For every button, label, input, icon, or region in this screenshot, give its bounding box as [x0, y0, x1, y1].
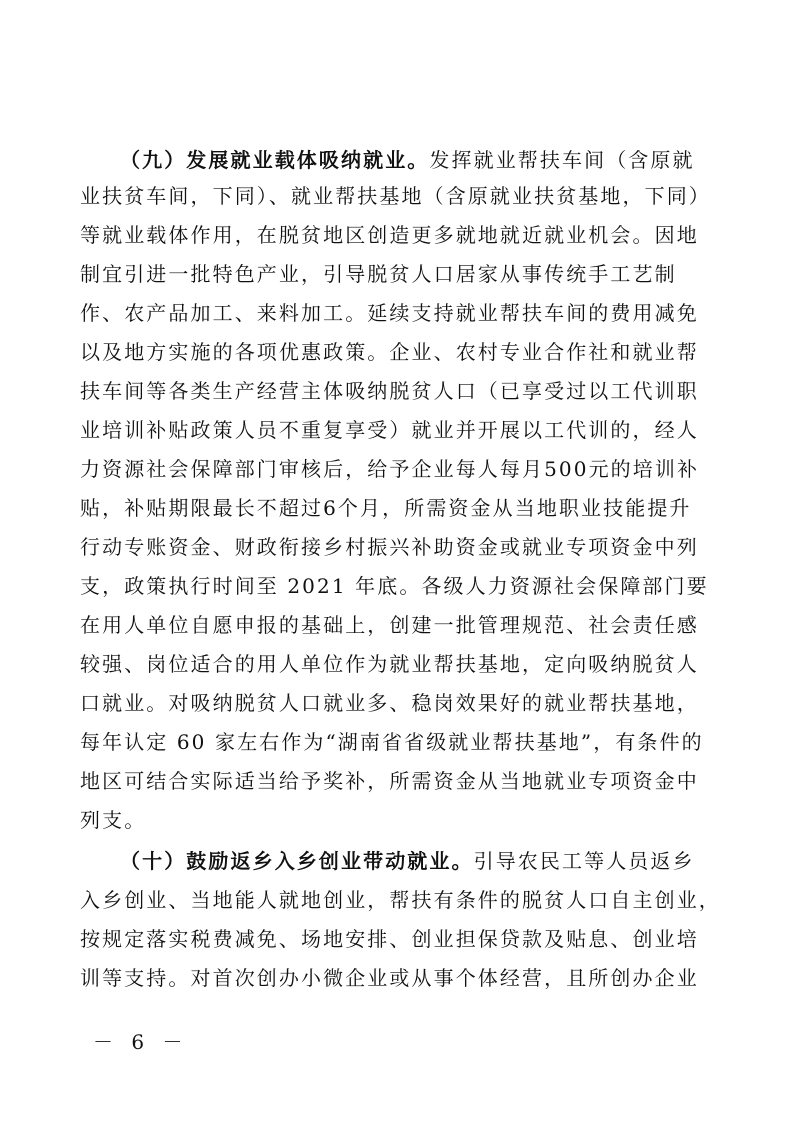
paragraph-9-line-3: 等就业载体作用，在脱贫地区创造更多就地就近就业机会。因地: [80, 223, 699, 247]
paragraph-10-line-4: 训等支持。对首次创办小微企业或从事个体经营，且所创办企业: [80, 966, 699, 990]
paragraph-9-line-18: 列支。: [80, 808, 147, 832]
paragraph-9-line-1: [120, 146, 712, 174]
paragraph-10-line-1: [120, 847, 712, 875]
paragraph-10-heading: （十）鼓励返乡入乡创业带动就业。: [120, 849, 474, 873]
paragraph-9-line-8: 业培训补贴政策人员不重复享受）就业并开展以工代训的，经人: [80, 418, 699, 442]
paragraph-9-line-5: 作、农产品加工、来料加工。延续支持就业帮扶车间的费用减免: [80, 301, 699, 325]
paragraph-9-line-12: 支，政策执行时间至 2021 年底。各级人力资源社会保障部门要: [80, 574, 709, 598]
paragraph-10-line-2: 入乡创业、当地能人就地创业，帮扶有条件的脱贫人口自主创业，: [80, 888, 721, 912]
paragraph-9-line-15: 口就业。对吸纳脱贫人口就业多、稳岗效果好的就业帮扶基地，: [80, 691, 699, 715]
paragraph-10-line-1-text: 引导农民工等人员返乡: [473, 849, 695, 873]
paragraph-9-heading: （九）发展就业载体吸纳就业。: [120, 148, 430, 172]
paragraph-9-line-16: 每年认定 60 家左右作为“湖南省省级就业帮扶基地”，有条件的: [80, 730, 704, 754]
paragraph-9-line-10: 贴，补贴期限最长不超过6个月，所需资金从当地职业技能提升: [80, 496, 692, 520]
paragraph-9-line-17: 地区可结合实际适当给予奖补，所需资金从当地就业专项资金中: [80, 769, 699, 793]
paragraph-9-line-13: 在用人单位自愿申报的基础上，创建一批管理规范、社会责任感: [80, 613, 699, 637]
paragraph-9-line-4: 制宜引进一批特色产业，引导脱贫人口居家从事传统手工艺制: [80, 262, 677, 286]
paragraph-9-line-6: 以及地方实施的各项优惠政策。企业、农村专业合作社和就业帮: [80, 340, 699, 364]
paragraph-9-line-2: 业扶贫车间，下同）、就业帮扶基地（含原就业扶贫基地，下同）: [80, 184, 711, 208]
page-number: － 6 －: [93, 1030, 189, 1054]
paragraph-9-line-1-text: 发挥就业帮扶车间（含原就: [429, 148, 695, 172]
paragraph-9-line-14: 较强、岗位适合的用人单位作为就业帮扶基地，定向吸纳脱贫人: [80, 652, 699, 676]
paragraph-9-line-11: 行动专账资金、财政衔接乡村振兴补助资金或就业专项资金中列: [80, 535, 699, 559]
paragraph-9-line-7: 扶车间等各类生产经营主体吸纳脱贫人口（已享受过以工代训职: [80, 379, 699, 403]
paragraph-9-line-9: 力资源社会保障部门审核后，给予企业每人每月500元的培训补: [80, 457, 700, 481]
paragraph-10-line-3: 按规定落实税费减免、场地安排、创业担保贷款及贴息、创业培: [80, 927, 699, 951]
